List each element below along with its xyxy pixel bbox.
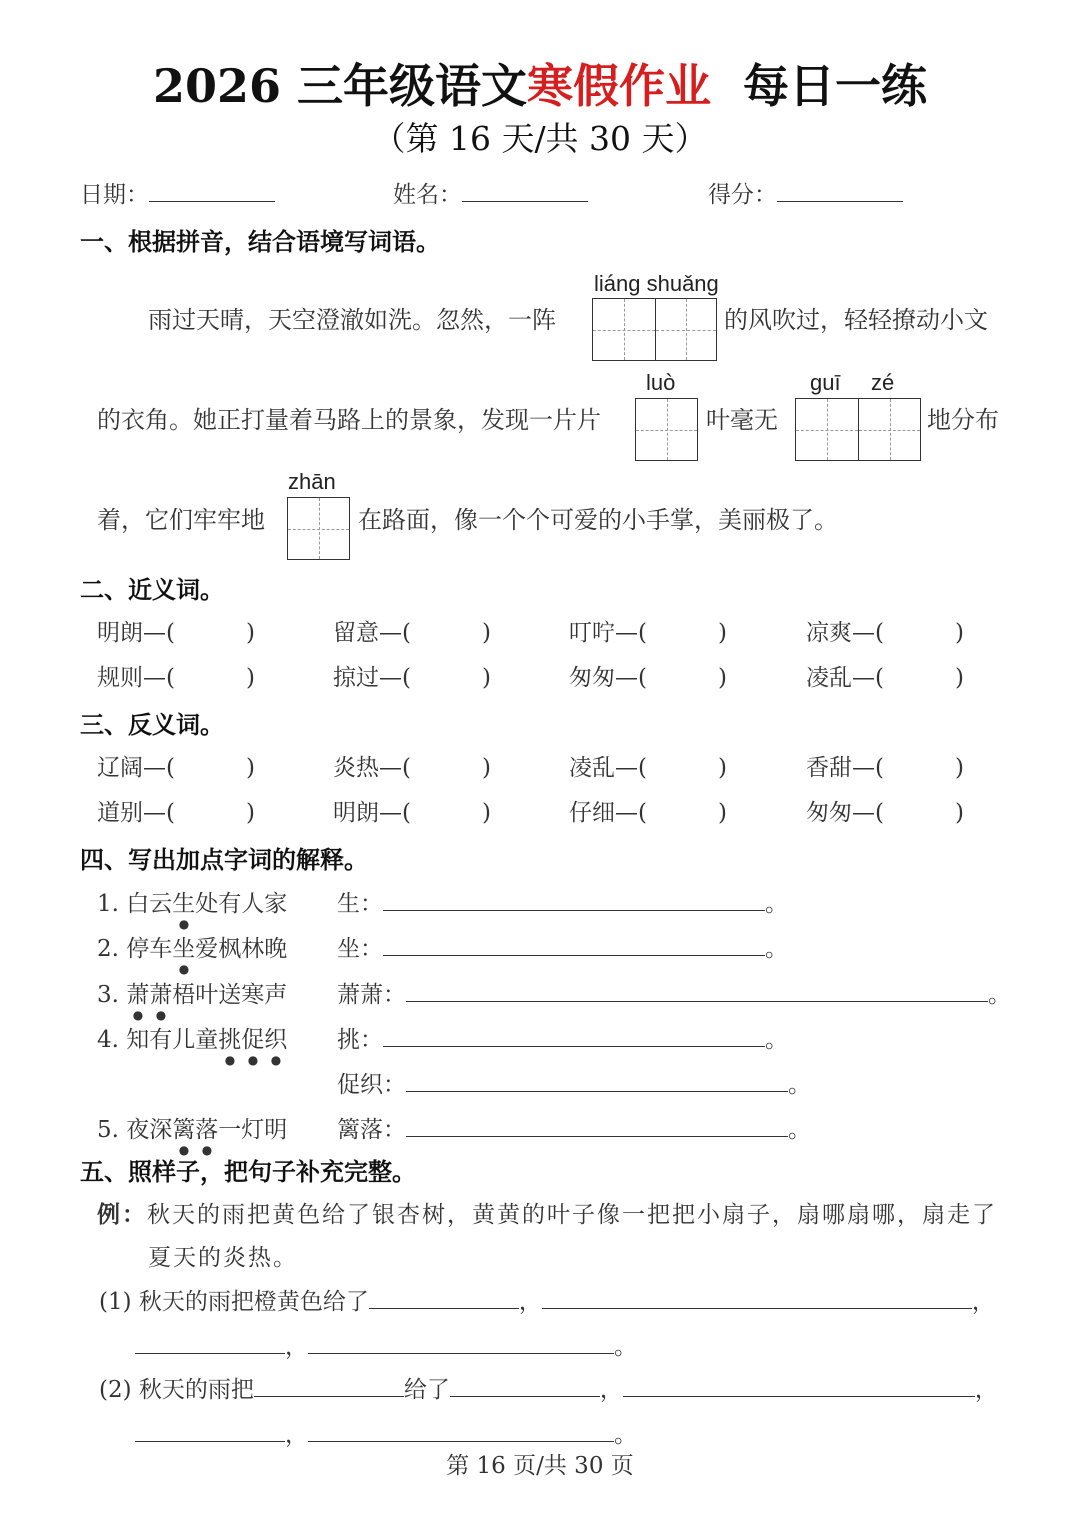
synonym-item[interactable]: 凉爽—( ) [806,620,964,646]
section3-heading: 三、反义词。 [80,710,224,739]
question1-line2[interactable]: ， 。 [135,1328,637,1361]
section4-heading: 四、写出加点字词的解释。 [80,845,368,874]
synonym-item[interactable]: 规则—( ) [97,665,255,691]
example-line-2: 夏天的炎热。 [148,1245,298,1271]
passage-text-7: 在路面，像一个个可爱的小手掌，美丽极了。 [358,506,838,534]
page-title [0,50,1080,116]
page-subtitle: （第 16 天/共 30 天） [372,119,708,158]
synonym-item[interactable]: 叮咛—( ) [569,620,727,646]
passage-text-6: 着，它们牢牢地 [97,506,265,534]
synonym-item[interactable]: 掠过—( ) [333,665,491,691]
char-box-liangshuang[interactable] [592,298,717,361]
example-line-1: 例：秋天的雨把黄色给了银杏树，黄黄的叶子像一把把小扇子，扇哪扇哪，扇走了 [97,1201,997,1228]
section5-heading: 五、照样子，把句子补充完整。 [80,1157,416,1186]
pinyin-ze: zé [871,370,895,395]
date-label: 日期： [80,182,149,208]
antonym-item[interactable]: 香甜—( ) [806,755,964,781]
answer-row-3[interactable]: 萧萧： 。 [337,982,1011,1008]
char-box-guize[interactable] [795,398,921,461]
title-year: 2026 [152,59,281,113]
antonym-item[interactable]: 炎热—( ) [333,755,491,781]
answer-row-2[interactable]: 坐： 。 [337,936,788,962]
passage-text-5: 地分布 [927,406,999,434]
passage-text-1: 雨过天晴，天空澄澈如洗。忽然，一阵 [148,306,556,334]
poem-line-2: 2. 停车坐爱枫林晚 [97,936,288,962]
answer-row-6[interactable]: 篱落： 。 [337,1117,811,1143]
synonym-item[interactable]: 留意—( ) [333,620,491,646]
section1-heading: 一、根据拼音，结合语境写词语。 [80,227,440,256]
score-label: 得分： [708,182,777,208]
antonym-item[interactable]: 明朗—( ) [333,800,491,826]
synonym-item[interactable]: 匆匆—( ) [569,665,727,691]
pinyin-liangshuang: liáng shuǎng [594,271,719,296]
synonym-item[interactable]: 明朗—( ) [97,620,255,646]
name-field [393,176,588,209]
question2-line1[interactable]: (2) 秋天的雨把 给了 ， ， [99,1377,998,1403]
poem-line-1: 1. 白云生处有人家 [97,891,288,917]
char-box-luo[interactable] [635,398,698,461]
example-label: 例： [97,1201,147,1228]
poem-line-3: 3. 萧萧梧叶送寒声 [97,982,288,1008]
score-blank[interactable] [777,200,903,202]
poem-line-4: 4. 知有儿童挑促织 [97,1027,288,1053]
name-blank[interactable] [462,200,588,202]
antonym-item[interactable]: 仔细—( ) [569,800,727,826]
antonym-item[interactable]: 道别—( ) [97,800,255,826]
char-box-zhan[interactable] [287,497,350,560]
answer-row-4[interactable]: 挑： 。 [337,1027,788,1053]
synonym-item[interactable]: 凌乱—( ) [806,665,964,691]
antonym-item[interactable]: 凌乱—( ) [569,755,727,781]
date-field [80,176,275,209]
question1-line1[interactable]: (1) 秋天的雨把橙黄色给了 ， ， [99,1289,995,1315]
score-field [708,176,903,209]
pinyin-luo: luò [646,370,676,395]
poem-line-5: 5. 夜深篱落一灯明 [97,1117,288,1143]
date-blank[interactable] [149,200,275,202]
passage-text-4: 叶毫无 [706,406,778,434]
answer-row-1[interactable]: 生： 。 [337,891,788,917]
title-daily: 每日一练 [743,59,928,113]
passage-text-2: 的风吹过，轻轻撩动小文 [724,306,988,334]
page-footer: 第 16 页/共 30 页 [446,1453,634,1479]
pinyin-gui: guī [810,370,841,395]
answer-row-5[interactable]: 促织： 。 [337,1072,811,1098]
title-grade-subject: 三年级语文 [297,59,527,113]
name-label: 姓名： [393,182,462,208]
section2-heading: 二、近义词。 [80,575,224,604]
antonym-item[interactable]: 匆匆—( ) [806,800,964,826]
question2-line2[interactable]: ， 。 [135,1416,637,1449]
title-highlight: 寒假作业 [527,59,711,113]
antonym-item[interactable]: 辽阔—( ) [97,755,255,781]
passage-text-3: 的衣角。她正打量着马路上的景象，发现一片片 [97,406,601,434]
pinyin-zhan: zhān [288,469,336,494]
